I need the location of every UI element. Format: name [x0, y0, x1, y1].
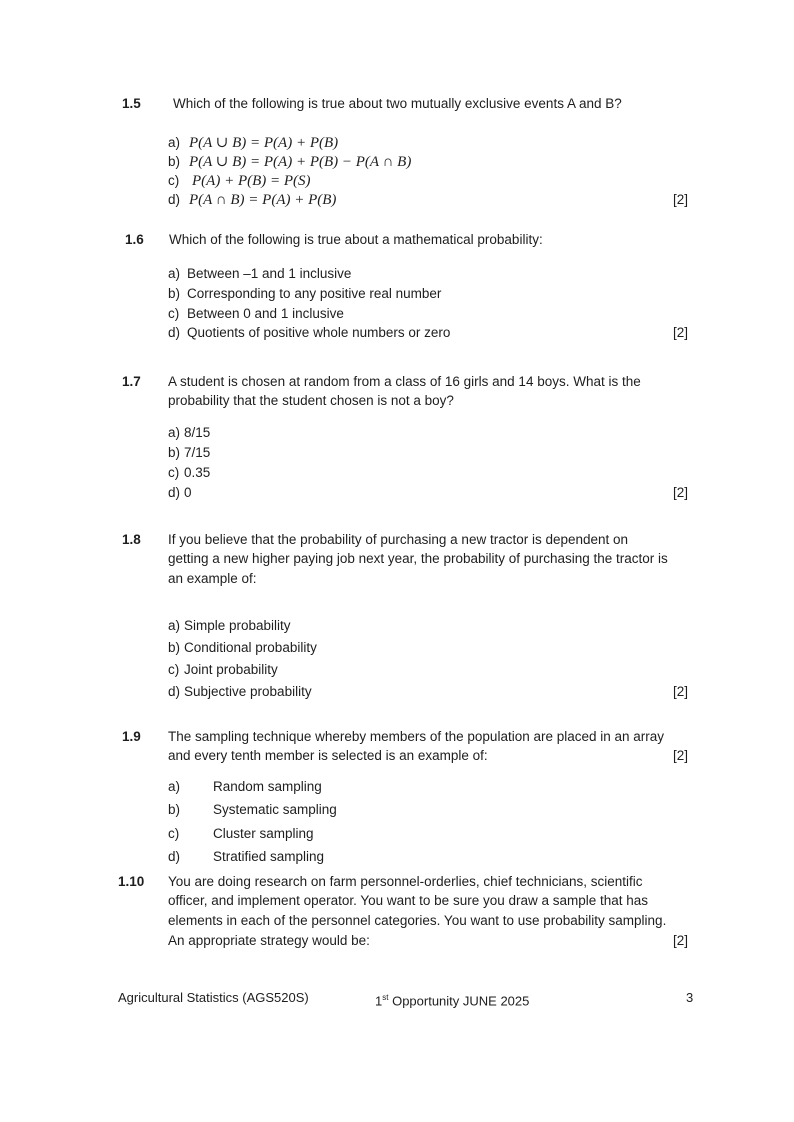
option-letter: a)	[168, 425, 181, 440]
option-letter: d)	[168, 485, 181, 500]
question-text: and every tenth member is selected is an example of:	[168, 748, 488, 763]
option-text: 8/15	[184, 425, 211, 440]
option-letter: b)	[168, 640, 181, 655]
marks: [2]	[672, 684, 688, 699]
footer-opportunity	[375, 989, 529, 1010]
option-text: 0	[184, 485, 192, 500]
option-letter: d)	[168, 684, 181, 699]
option-letter: c)	[168, 465, 180, 480]
question-number: 1.10	[118, 874, 145, 889]
option-text: Random sampling	[213, 779, 322, 794]
marks: [2]	[672, 933, 688, 948]
option-text: Corresponding to any positive real number	[187, 286, 442, 301]
option-text: Stratified sampling	[213, 849, 325, 864]
question-number: 1.8	[122, 532, 141, 547]
opportunity-text: Opportunity JUNE 2025	[388, 993, 530, 1009]
question-text: Which of the following is true about a mathematical probability:	[169, 232, 543, 247]
option-text: Between –1 and 1 inclusive	[187, 266, 352, 281]
option-letter: a)	[168, 266, 181, 281]
question-text: You are doing research on farm personnel-orderlies, chief technicians, scientific	[168, 874, 643, 889]
option-letter: d)	[168, 325, 181, 340]
question-text: probability that the student chosen is not a boy?	[168, 393, 454, 408]
option-text: Simple probability	[184, 618, 291, 633]
question-text: Which of the following is true about two mutually exclusive events A and B?	[173, 96, 622, 111]
question-text: A student is chosen at random from a class of 16 girls and 14 boys. What is the	[168, 374, 641, 389]
option-text: P(A ∪ B) = P(A) + P(B)	[189, 135, 339, 151]
question-text: The sampling technique whereby members of the population are placed in an array	[168, 729, 665, 744]
option-letter: b)	[168, 154, 181, 169]
option-letter: c)	[168, 173, 180, 188]
marks: [2]	[672, 192, 688, 207]
marks: [2]	[672, 748, 688, 763]
option-text: 7/15	[184, 445, 211, 460]
question-number: 1.5	[122, 96, 141, 111]
option-text: Conditional probability	[184, 640, 317, 655]
option-text: Cluster sampling	[213, 826, 314, 841]
option-text: 0.35	[184, 465, 211, 480]
option-text: Quotients of positive whole numbers or zero	[187, 325, 451, 340]
question-text: An appropriate strategy would be:	[168, 933, 370, 948]
option-letter: c)	[168, 306, 180, 321]
option-letter: b)	[168, 445, 181, 460]
opportunity-suffix: st	[382, 993, 389, 1002]
question-text: an example of:	[168, 571, 257, 586]
page-number: 3	[686, 990, 694, 1005]
question-text: getting a new higher paying job next year, the probability of purchasing the tractor is	[168, 551, 668, 566]
option-text: P(A ∩ B) = P(A) + P(B)	[189, 192, 337, 208]
question-number: 1.9	[122, 729, 141, 744]
question-number: 1.6	[125, 232, 144, 247]
opportunity-number: 1	[375, 993, 383, 1009]
option-text: Joint probability	[184, 662, 278, 677]
question-text: elements in each of the personnel categories. You want to use probability sampling.	[168, 913, 667, 928]
footer-course: Agricultural Statistics (AGS520S)	[118, 990, 309, 1005]
option-letter: a)	[168, 618, 181, 633]
question-number: 1.7	[122, 374, 141, 389]
option-text: Systematic sampling	[213, 802, 337, 817]
option-text: Subjective probability	[184, 684, 312, 699]
option-letter: d)	[168, 849, 181, 864]
option-letter: c)	[168, 662, 180, 677]
option-letter: a)	[168, 779, 181, 794]
option-letter: b)	[168, 286, 181, 301]
question-text: officer, and implement operator. You want to be sure you draw a sample that has	[168, 893, 649, 908]
option-text: Between 0 and 1 inclusive	[187, 306, 344, 321]
option-letter: b)	[168, 802, 181, 817]
option-text: P(A) + P(B) = P(S)	[192, 173, 311, 189]
option-letter: a)	[168, 135, 181, 150]
option-text: P(A ∪ B) = P(A) + P(B) − P(A ∩ B)	[189, 154, 412, 170]
marks: [2]	[672, 325, 688, 340]
marks: [2]	[672, 485, 688, 500]
option-letter: c)	[168, 826, 180, 841]
question-text: If you believe that the probability of purchasing a new tractor is dependent on	[168, 532, 629, 547]
option-letter: d)	[168, 192, 181, 207]
